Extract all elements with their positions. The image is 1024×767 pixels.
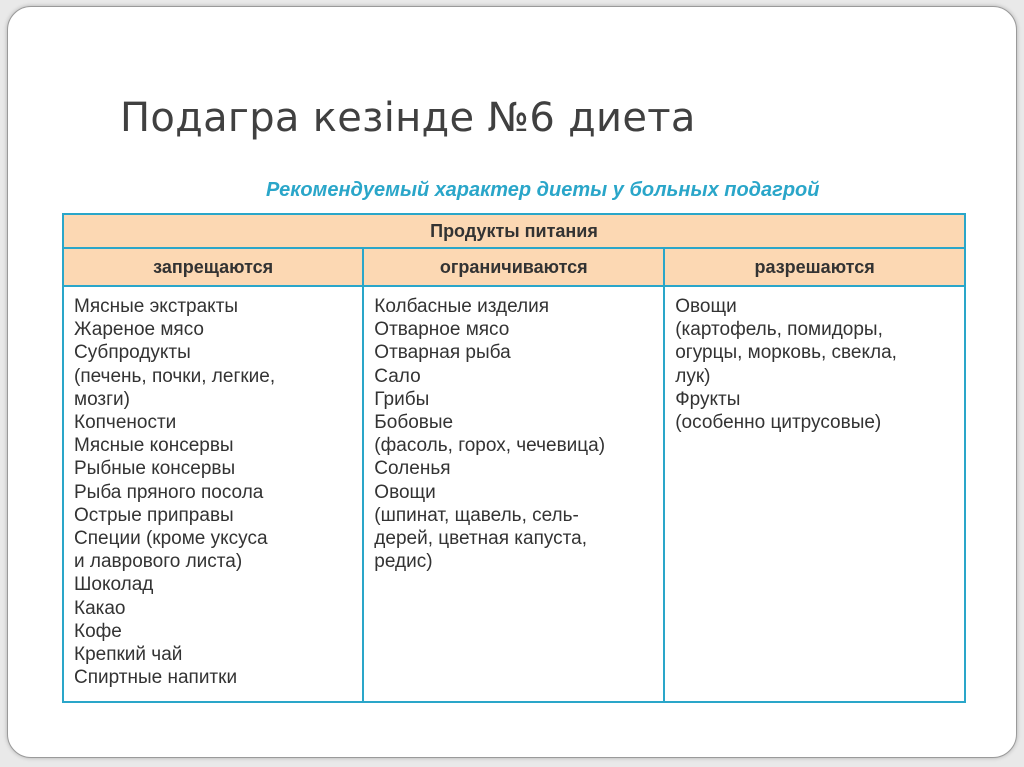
list-item: Спиртные напитки [74,667,238,689]
list-item: Колбасные изделия [374,296,550,317]
list-item: дерей, цветная капуста, [374,528,587,550]
list-item: (особенно цитрусовые) [675,412,882,434]
list-item: Фрукты [675,388,741,410]
list-item: редис) [374,551,433,573]
slide-title: Подагра кезінде №6 диета [120,95,696,141]
slide [7,6,1017,758]
list-item: Мясные консервы [74,435,234,457]
list-item: Острые приправы [74,504,234,526]
list-item: Специи (кроме уксуса [74,528,268,550]
list-item: Субпродукты [74,342,191,364]
list-item: (шпинат, щавель, сель- [374,504,579,526]
table-body-row [63,286,965,702]
list-item: Крепкий чай [74,644,183,666]
list-item: (картофель, помидоры, [675,319,883,341]
list-item: Копчености [74,412,177,434]
list-item: Жареное мясо [74,319,204,341]
list-item: Овощи [675,296,737,317]
list-item: Мясные экстракты [74,296,239,317]
list-item: Грибы [374,388,430,410]
list-item: Соленья [374,458,451,480]
table-header: Продукты питания [63,214,965,248]
list-item: огурцы, морковь, свекла, [675,342,897,364]
list-item: и лаврового листа) [74,551,243,573]
column-limited [363,286,664,702]
list-item: (печень, почки, легкие, [74,365,276,387]
column-forbidden [63,286,363,702]
list-item: (фасоль, горох, чечевица) [374,435,606,457]
diet-table [62,213,966,703]
list-item: Рыбные консервы [74,458,236,480]
column-heading-forbidden: запрещаются [63,248,363,286]
list-item: Шоколад [74,574,154,596]
table-caption: Рекомендуемый характер диеты у больных подагрой [266,179,820,201]
column-heading-allowed: разрешаются [664,248,965,286]
list-item: Отварное мясо [374,319,510,341]
list-item: Овощи [374,481,436,503]
list-item: Рыба пряного посола [74,481,264,503]
column-heading-limited: ограничиваются [363,248,664,286]
list-item: Сало [374,365,421,387]
column-headings-row [63,248,965,286]
list-item: Кофе [74,620,122,642]
column-allowed [664,286,965,702]
table-header-row [63,214,965,248]
list-item: Какао [74,597,126,619]
list-item: мозги) [74,388,130,410]
list-item: Отварная рыба [374,342,511,364]
list-item: Бобовые [374,412,454,434]
list-item: лук) [675,365,711,387]
